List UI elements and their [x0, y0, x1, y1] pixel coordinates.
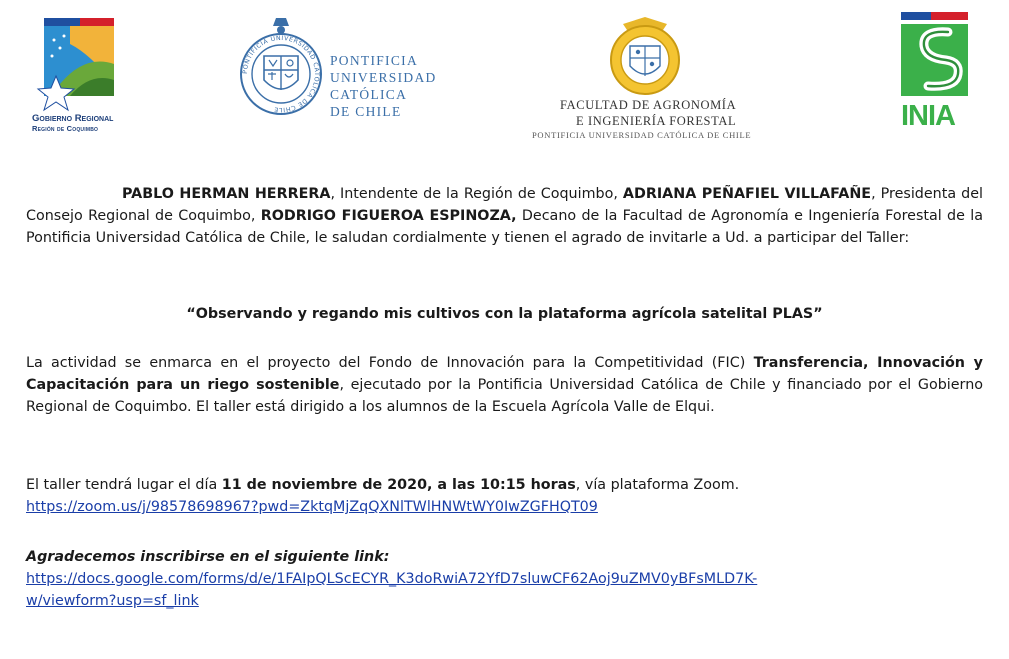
intendente-name: PABLO HERMAN HERRERA	[122, 186, 331, 202]
facultad-agronomia-logo	[530, 14, 760, 140]
inscripcion-heading: Agradecemos inscribirse en el siguiente link:	[26, 549, 390, 565]
puc-name	[330, 52, 437, 120]
inia-logo	[898, 12, 972, 132]
facultad-seal-icon	[530, 14, 760, 96]
intro-paragraph	[26, 183, 983, 250]
inscripcion-paragraph	[26, 546, 983, 613]
actividad-paragraph	[26, 352, 983, 419]
google-form-link-line-1: https://docs.google.com/forms/d/e/1FAIpQLScECYR_K3doRwiA72YfD7sluwCF62Aoj9uZMV0yBFsMLD7K-	[26, 571, 758, 588]
decano-name: RODRIGO FIGUEROA ESPINOZA,	[260, 208, 517, 225]
puc-logo	[238, 18, 438, 130]
actividad-text-2: , ejecutado por la Pontificia Universidad Católica de Chile y financiado por el Gobierno Regional de Coquimbo. El taller está dirigido a los alumnos de la Escuela Agrícola Valle de Elqui.	[26, 377, 983, 416]
actividad-text-1: La actividad se enmarca en el proyecto del Fondo de Innovación para la Competitividad (FIC)	[26, 355, 754, 371]
proyecto-name: Transferencia, Innovación y Capacitación para un riego sostenible	[26, 355, 984, 394]
intro-text-3: Decano de la Facultad de Agronomía e Ingeniería Forestal de la Pontificia Universidad Católica de Chile, le saludan cordialmente y tienen el agrado de invitarle a Ud. a participar del Taller:	[26, 208, 983, 247]
puc-line-1: PONTIFICIA	[330, 53, 419, 68]
inia-wordmark: INIA	[901, 100, 955, 132]
intro-text-1: , Intendente de la Región de Coquimbo,	[330, 186, 623, 202]
puc-seal-text: PONTIFICIA UNIVERSIDAD CATOLICA DE CHILE	[241, 34, 321, 114]
puc-line-3: CATÓLICA	[330, 87, 408, 102]
facultad-line-1: FACULTAD DE AGRONOMÍA	[560, 98, 737, 112]
google-form-link[interactable]	[26, 571, 757, 609]
puc-line-2: UNIVERSIDAD	[330, 70, 437, 85]
puc-seal-icon	[238, 18, 324, 130]
region-coquimbo-label: Región de Coquimbo	[32, 124, 99, 133]
fecha-paragraph	[26, 474, 983, 518]
gobierno-regional-emblem-icon	[30, 14, 130, 114]
facultad-line-2: E INGENIERÍA FORESTAL	[576, 114, 737, 128]
fecha-hora: 11 de noviembre de 2020, a las 10:15 horas	[221, 477, 576, 493]
inia-emblem-icon	[898, 12, 972, 102]
presidenta-name: ADRIANA PEÑAFIEL VILLAFAÑE	[622, 186, 872, 202]
facultad-line-3: PONTIFICIA UNIVERSIDAD CATÓLICA DE CHILE	[532, 130, 752, 140]
gobierno-regional-logo	[30, 14, 130, 136]
puc-line-4: DE CHILE	[330, 104, 402, 119]
intro-text-2: , Presidenta del Consejo Regional de Coquimbo,	[26, 186, 983, 225]
workshop-title: “Observando y regando mis cultivos con la plataforma agrícola satelital PLAS”	[186, 306, 823, 322]
google-form-link-line-2: w/viewform?usp=sf_link	[26, 593, 199, 610]
fecha-text-1: El taller tendrá lugar el día	[26, 477, 222, 493]
gobierno-regional-label: Gobierno Regional	[32, 113, 114, 124]
fecha-text-2: , vía plataforma Zoom.	[575, 477, 740, 493]
zoom-link[interactable]: https://zoom.us/j/98578698967?pwd=ZktqMjZqQXNlTWlHNWtWY0IwZGFHQT09	[26, 499, 598, 516]
